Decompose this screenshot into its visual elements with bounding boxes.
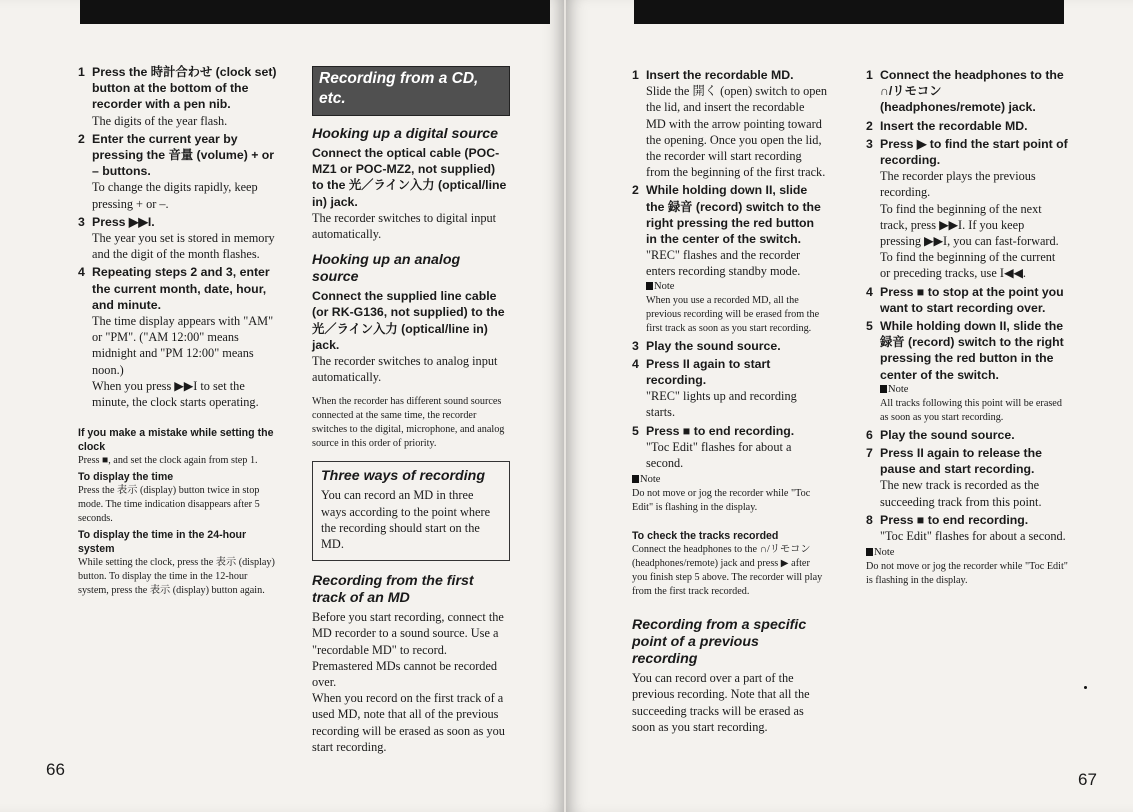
right-header-bar (634, 0, 1064, 24)
first-track-text-2: When you record on the first track of a used MD, note that all of the previous recording will be erased as soon as you start recording. (312, 691, 505, 754)
step-description: The recorder plays the previous recording. (880, 169, 1036, 200)
step-description: The digits of the year flash. (92, 113, 228, 128)
left-header-bar (80, 0, 550, 24)
step-instruction: Press ■ to end recording. (646, 423, 795, 438)
step-1: 1 Connect the headphones to the ∩/リモコン (headphones/remote) jack. (866, 67, 1068, 116)
note-label: Note (632, 473, 827, 487)
check-tracks-heading: To check the tracks recorded (632, 530, 779, 543)
step-description: "Toc Edit" flashes for about a second. (880, 529, 1066, 544)
right-page (566, 0, 1133, 812)
print-dot (1084, 686, 1087, 689)
display-24-heading: To display the time in the 24-hour system (78, 529, 247, 556)
display-time-text: Press the 表示 (display) button twice in stop mode. The time indication disappears after 5 seconds. (78, 485, 260, 525)
step-5: 5 Press ■ to end recording. "Toc Edit" flashes for about a second. (632, 423, 827, 472)
step-6: 6 Play the sound source. (866, 427, 1068, 443)
digital-source-heading: Hooking up a digital source (312, 126, 499, 142)
step-3: 3 Play the sound source. (632, 338, 827, 354)
three-ways-heading: Three ways of recording (321, 468, 485, 485)
step-7: 7 Press II again to release the pause and start recording. The new track is recorded as the succeeding track from this point. (866, 445, 1068, 510)
first-track-text: Before you start recording, connect the MD recorder to a sound source. Use a "recordable MD" to record. Premastered MDs cannot be recorded over. (312, 610, 504, 690)
display-time-heading: To display the time (78, 471, 174, 484)
page-number-left: 66 (46, 760, 65, 779)
step-instruction: Play the sound source. (646, 338, 781, 353)
step-description: To change the digits rapidly, keep pressing + or –. (92, 180, 258, 211)
first-track-heading: Recording from the first track of an MD (312, 573, 474, 607)
step-instruction: Press ■ to stop at the point you want to start recording over. (880, 284, 1064, 315)
three-ways-text: You can record an MD in three ways according to the point where the recording should start on the MD. (321, 488, 491, 552)
toc-edit-note: Do not move or jog the recorder while "Toc Edit" is flashing in the display. (866, 561, 1068, 587)
analog-source-text: The recorder switches to analog input automatically. (312, 354, 498, 385)
mistake-text: Press ■, and set the clock again from step 1. (78, 455, 258, 467)
page-number-right: 67 (1078, 770, 1097, 789)
step-description: Slide the 開く (open) switch to open the lid, and insert the recordable MD with the arrow pointing toward the opening. Once you open the lid, the recorder will start recording from the beginning of the first track. (646, 84, 828, 180)
step-description-2: To find the beginning of the next track, press ▶▶I. If you keep pressing ▶▶I, you can fast-forward. (880, 201, 1059, 249)
digital-source-instruction: Connect the optical cable (POC-MZ1 or POC-MZ2, not supplied) to the 光／ライン入力 (optical/line in) jack. (312, 146, 507, 209)
display-24-text: While setting the clock, press the 表示 (display) button. To display the time in the 12-hour system, press the 表示 (display) button again. (78, 557, 275, 597)
check-tracks-text: Connect the headphones to the ∩/リモコン (headphones/remote) jack and press ▶ after you finish step 5 above. The recorder will play from the first track recorded. (632, 544, 823, 598)
step-instruction: Press the 時計合わせ (clock set) button at the bottom of the recorder with a pen nib. (92, 65, 277, 112)
left-column-recording (312, 66, 510, 755)
analog-source-heading: Hooking up an analog source (312, 252, 461, 286)
step-instruction: Enter the current year by pressing the 音量 (volume) + or – buttons. (92, 131, 275, 179)
left-column-clock-steps (78, 64, 278, 598)
step-4: 4 Press ■ to stop at the point you want to start recording over. (866, 284, 1068, 316)
right-column-specific-point-steps (866, 67, 1068, 588)
step-8: 8 Press ■ to end recording. "Toc Edit" flashes for about a second. (866, 512, 1068, 544)
section-title-recording-from-cd: Recording from a CD, etc. (312, 66, 510, 116)
step-instruction: While holding down II, slide the 録音 (record) switch to the right pressing the red button in the center of the switch. (646, 183, 821, 247)
step-instruction: Press ▶▶I. (92, 214, 155, 229)
step-3: 3 Press ▶▶I. The year you set is stored in memory and the digit of the month flashes. (78, 214, 278, 263)
step-description-2: When you press ▶▶I to set the minute, the clock starts operating. (92, 378, 259, 410)
analog-source-instruction: Connect the supplied line cable (or RK-G136, not supplied) to the 光／ライン入力 (optical/line in) jack. (312, 289, 505, 352)
step-instruction: Play the sound source. (880, 427, 1015, 442)
step-instruction: Insert the recordable MD. (880, 118, 1028, 133)
step-1: 1 Press the 時計合わせ (clock set) button at the bottom of the recorder with a pen nib. The digits of the year flash. (78, 65, 277, 128)
step-1: 1 Insert the recordable MD. Slide the 開く (open) switch to open the lid, and insert the recordable MD with the arrow pointing toward the opening. Once you open the lid, the recorder will start recording from the beginning of the first track. (632, 68, 828, 180)
step-instruction: Press ▶ to find the start point of recording. (880, 136, 1068, 168)
step-description: "Toc Edit" flashes for about a second. (646, 439, 792, 471)
source-priority-note: When the recorder has different sound sources connected at the same time, the recorder switches to the digital, microphone, and analog source in this order of priority. (312, 396, 505, 450)
note-text: All tracks following this point will be erased as soon as you start recording. (880, 397, 1062, 423)
specific-point-text: You can record over a part of the previous recording. Note that all the succeeding tracks will be erased as soon as you start recording. (632, 671, 810, 734)
digital-source-text: The recorder switches to digital input automatically. (312, 210, 497, 242)
step-description-3: To find the beginning of the current or preceding tracks, use I◀◀. (880, 250, 1056, 281)
three-ways-box (312, 461, 510, 561)
note-label: Note (880, 383, 1068, 397)
mistake-heading: If you make a mistake while setting the clock (78, 427, 274, 454)
step-instruction: Repeating steps 2 and 3, enter the current month, date, hour, and minute. (92, 265, 270, 312)
step-2: 2 Insert the recordable MD. (866, 118, 1068, 134)
step-description: "REC" lights up and recording starts. (646, 389, 797, 420)
left-page (0, 0, 564, 812)
step-instruction: Press II again to start recording. (646, 356, 771, 388)
step-instruction: Connect the headphones to the ∩/リモコン (headphones/remote) jack. (880, 68, 1064, 115)
step-4: 4 Repeating steps 2 and 3, enter the current month, date, hour, and minute. The time display appears with "AM" or "PM". ("AM 12:00" means midnight and "PM 12:00" means noon.) When you press ▶▶I to set the minute, the clock starts operating. (78, 264, 278, 410)
step-description: The time display appears with "AM" or "PM". ("AM 12:00" means midnight and "PM 12:00" means noon.) (92, 314, 274, 377)
right-column-first-track-steps (632, 67, 827, 735)
specific-point-heading: Recording from a specific point of a previous recording (632, 617, 807, 668)
step-3: 3 Press ▶ to find the start point of recording. The recorder plays the previous recording. To find the beginning of the next track, press ▶▶I. If you keep pressing ▶▶I, you can fast-forward. To find the beginning of the current or preceding tracks, use I◀◀. (866, 136, 1068, 281)
step-4: 4 Press II again to start recording. "REC" lights up and recording starts. (632, 356, 827, 421)
note-text: When you use a recorded MD, all the previous recording will be erased from the first track as soon as you start recording. (646, 294, 820, 334)
step-instruction: Press II again to release the pause and start recording. (880, 446, 1042, 477)
step-description: The year you set is stored in memory and the digit of the month flashes. (92, 231, 275, 262)
step-2: 2 While holding down II, slide the 録音 (record) switch to the right pressing the red button in the center of the switch. "REC" flashes and the recorder enters recording standby mode. Note When you use a recorded MD, all the previous recording will be erased from the first track as soon as you start recording. (632, 182, 827, 335)
step-instruction: While holding down II, slide the 録音 (record) switch to the right pressing the red button in the center of the switch. (880, 319, 1064, 382)
note-label: Note (646, 280, 827, 294)
step-instruction: Press ■ to end recording. (880, 512, 1029, 527)
step-2: 2 Enter the current year by pressing the 音量 (volume) + or – buttons. To change the digits rapidly, keep pressing + or –. (78, 131, 278, 212)
toc-edit-note: Do not move or jog the recorder while "Toc Edit" is flashing in the display. (632, 488, 811, 514)
step-instruction: Insert the recordable MD. (646, 68, 794, 82)
note-label: Note (866, 546, 1068, 560)
step-5: 5 While holding down II, slide the 録音 (record) switch to the right pressing the red button in the center of the switch. Note All tracks following this point will be erased as soon as you start recording. (866, 318, 1068, 425)
step-description: "REC" flashes and the recorder enters recording standby mode. (646, 248, 801, 279)
step-description: The new track is recorded as the succeeding track from this point. (880, 478, 1042, 509)
